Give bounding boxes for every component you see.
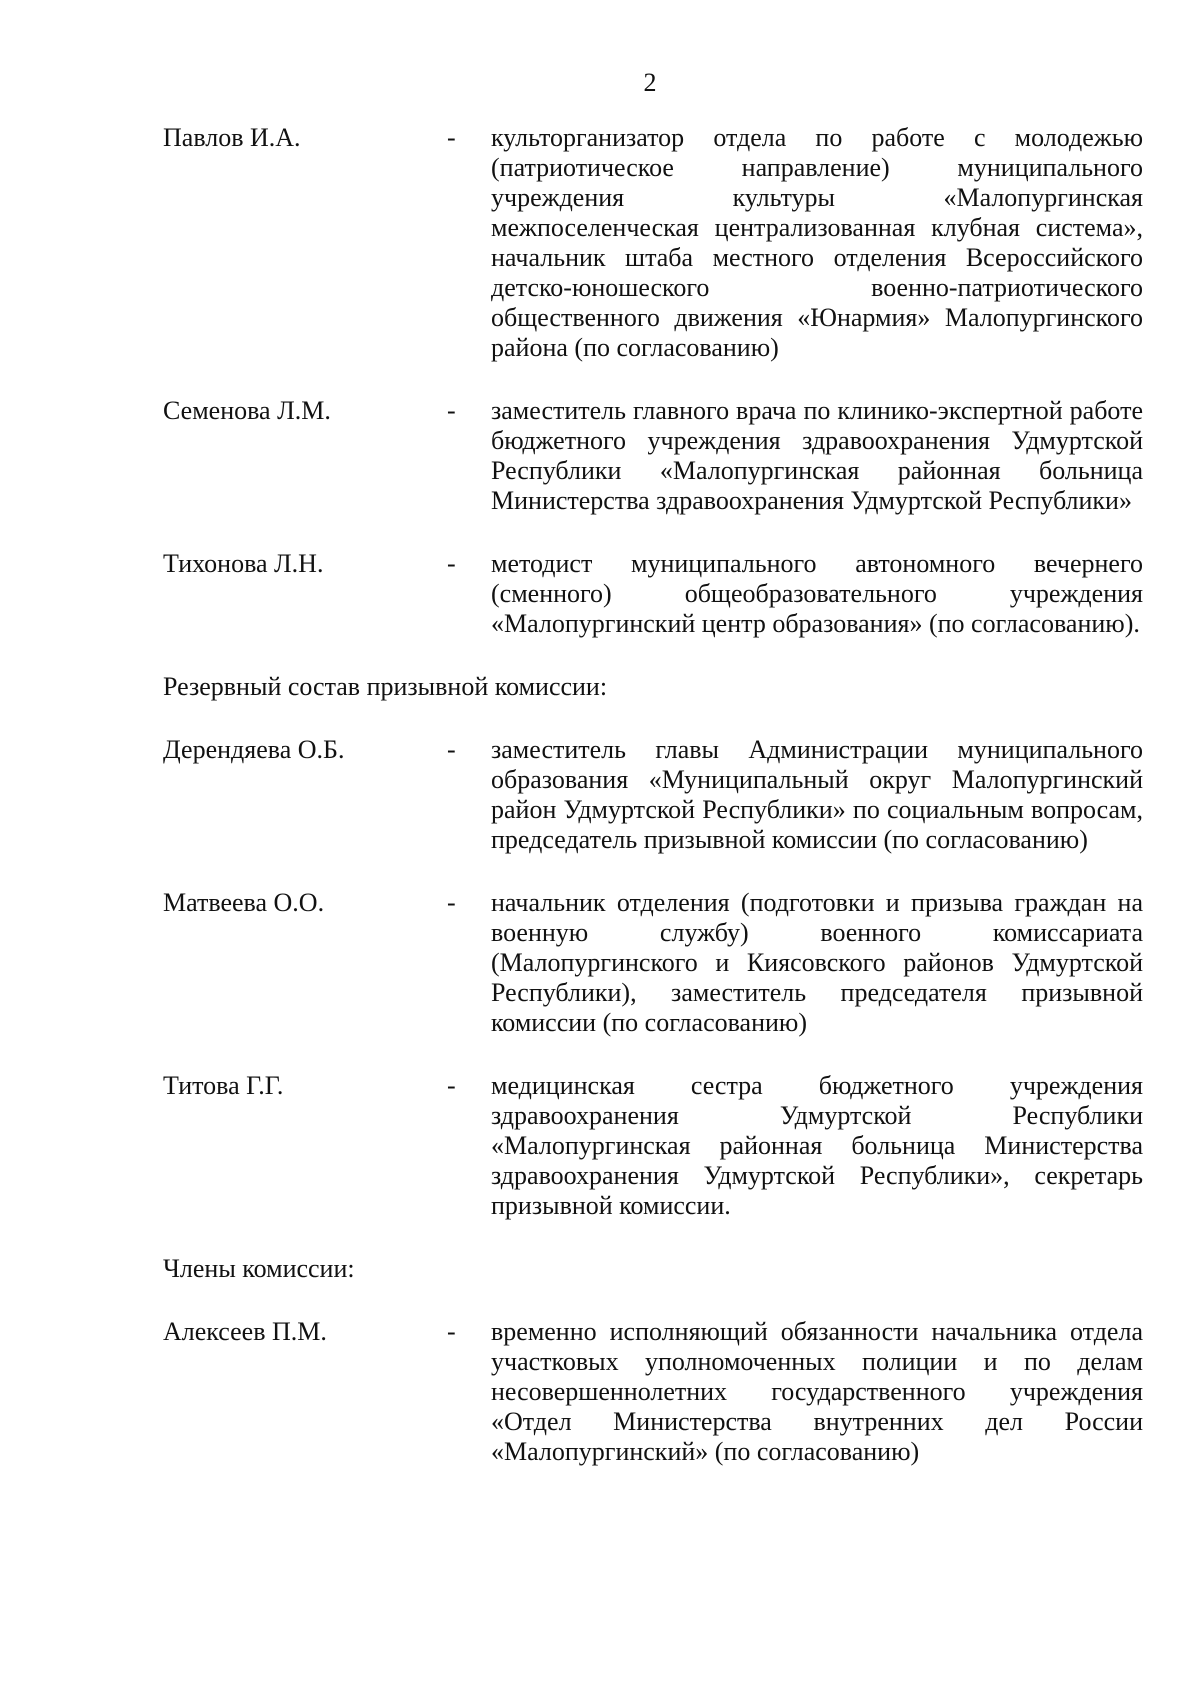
member-name: Семенова Л.М. bbox=[163, 396, 331, 425]
members-section-heading: Члены комиссии: bbox=[163, 1254, 355, 1283]
member-position: заместитель главы Администрации муниципального образования «Муниципальный округ Малопургинский район Удмуртской Республики» по социальным вопросам, председатель призывной комиссии (по согласованию) bbox=[491, 735, 1143, 854]
member-name: Павлов И.А. bbox=[163, 123, 301, 152]
member-name: Титова Г.Г. bbox=[163, 1071, 284, 1100]
list-item bbox=[163, 735, 1143, 855]
list-item bbox=[163, 1317, 1143, 1467]
dash-separator: - bbox=[447, 735, 456, 764]
page-number: 2 bbox=[643, 68, 657, 97]
list-item bbox=[163, 396, 1143, 516]
member-name: Алексеев П.М. bbox=[163, 1317, 327, 1346]
member-name: Дерендяева О.Б. bbox=[163, 735, 345, 764]
document-body bbox=[163, 123, 1143, 1467]
list-item bbox=[163, 123, 1143, 363]
dash-separator: - bbox=[447, 888, 456, 917]
dash-separator: - bbox=[447, 1317, 456, 1346]
member-name: Тихонова Л.Н. bbox=[163, 549, 324, 578]
reserve-section-heading: Резервный состав призывной комиссии: bbox=[163, 672, 608, 701]
member-position: медицинская сестра бюджетного учреждения здравоохранения Удмуртской Республики «Малопургинская районная больница Министерства здравоохранения Удмуртской Республики», секретарь призывной комиссии. bbox=[491, 1071, 1143, 1220]
dash-separator: - bbox=[447, 549, 456, 578]
dash-separator: - bbox=[447, 396, 456, 425]
member-position: культорганизатор отдела по работе с молодежью (патриотическое направление) муниципального учреждения культуры «Малопургинская межпоселенческая централизованная клубная система», начальник штаба местного отделения Всероссийского детско-юношеского военно-патриотического общественного движения «Юнармия» Малопургинского района (по согласованию) bbox=[491, 123, 1143, 362]
member-position: начальник отделения (подготовки и призыва граждан на военную службу) военного комиссариата (Малопургинского и Киясовского районов Удмуртской Республики), заместитель председателя призывной комиссии (по согласованию) bbox=[491, 888, 1143, 1037]
member-position: методист муниципального автономного вечернего (сменного) общеобразовательного учреждения «Малопургинский центр образования» (по согласованию). bbox=[491, 549, 1143, 638]
dash-separator: - bbox=[447, 123, 456, 152]
member-position: заместитель главного врача по клинико-экспертной работе бюджетного учреждения здравоохранения Удмуртской Республики «Малопургинская районная больница Министерства здравоохранения Удмуртской Республики» bbox=[491, 396, 1143, 515]
list-item bbox=[163, 549, 1143, 639]
dash-separator: - bbox=[447, 1071, 456, 1100]
list-item bbox=[163, 888, 1143, 1038]
member-name: Матвеева О.О. bbox=[163, 888, 325, 917]
member-position: временно исполняющий обязанности начальника отдела участковых уполномоченных полиции и по делам несовершеннолетних государственного учреждения «Отдел Министерства внутренних дел России «Малопургинский» (по согласованию) bbox=[491, 1317, 1143, 1466]
list-item bbox=[163, 1071, 1143, 1221]
